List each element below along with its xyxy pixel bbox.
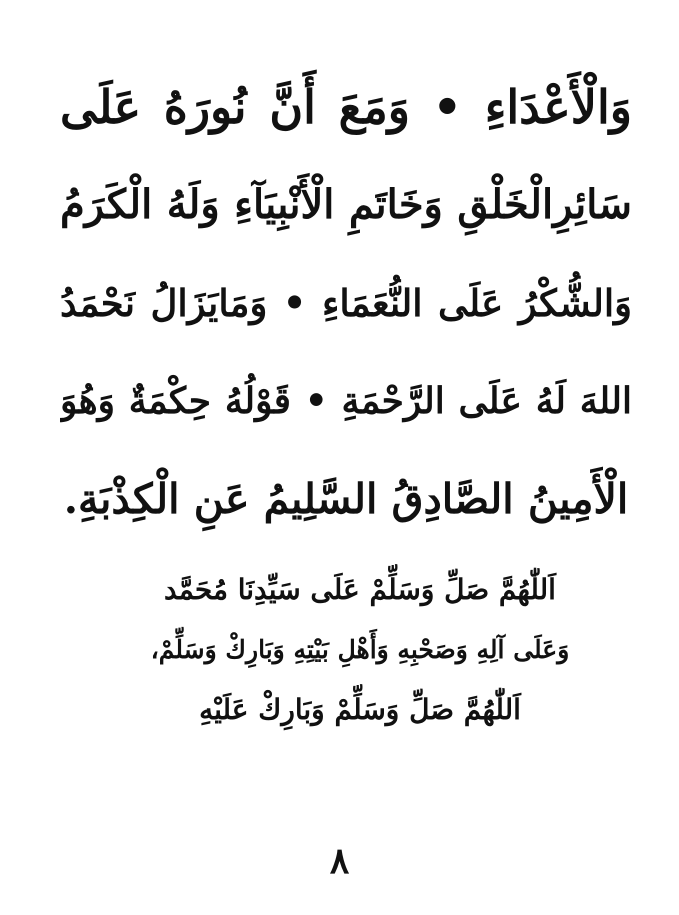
main-text-line: اللهَ لَهُ عَلَى الرَّحْمَةِ • قَوْلُهُ حِكْمَةٌ وَهُوَ bbox=[60, 380, 632, 422]
main-text-block bbox=[60, 58, 632, 548]
main-text-line: الْأَمِينُ الصَّادِقُ السَّلِيمُ عَنِ الْكِذْبَةِ. bbox=[63, 475, 629, 523]
prayer-line: اَللّٰهُمَّ صَلِّ وَسَلِّمْ عَلَى سَيِّدِنَا مُحَمَّد bbox=[164, 573, 556, 606]
prayer-line: وَعَلَى آلِهِ وَصَحْبِهِ وَأَهْلِ بَيْتِهِ وَبَارِكْ وَسَلِّمْ، bbox=[150, 635, 570, 664]
main-text-line: وَالشُّكْرُ عَلَى النُّعَمَاءِ • وَمَايَزَالُ نَحْمَدُ bbox=[60, 281, 632, 325]
salawat-prayer-block bbox=[150, 560, 570, 740]
main-text-line: وَالْأَعْدَاءِ • وَمَعَ أَنَّ نُورَهُ عَلَى bbox=[60, 80, 632, 134]
prayer-line: اَللّٰهُمَّ صَلِّ وَسَلِّمْ وَبَارِكْ عَلَيْهِ bbox=[199, 693, 521, 726]
main-text-line: سَائِرِالْخَلْقِ وَخَاتَمِ الْأَنْبِيَآءِ وَلَهُ الْكَرَمُ bbox=[60, 181, 632, 228]
page-number: ٨ bbox=[329, 840, 350, 882]
